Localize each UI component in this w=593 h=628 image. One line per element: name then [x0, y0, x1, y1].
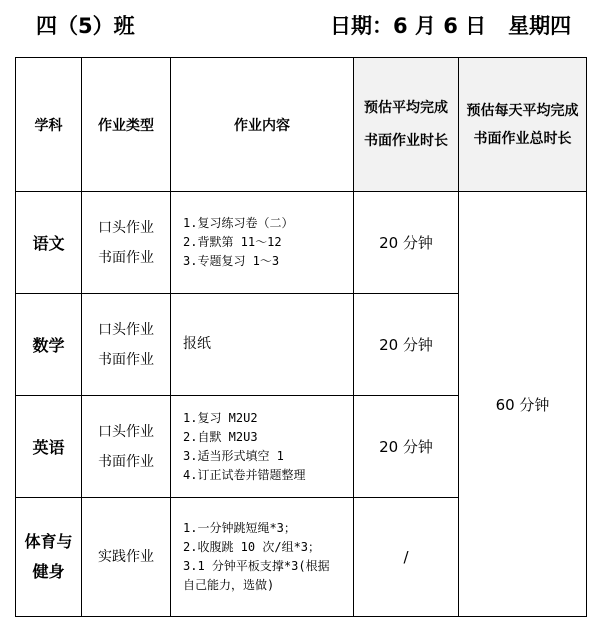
content-item: 1.复习练习卷（二） — [183, 216, 294, 230]
date-line — [330, 10, 571, 40]
content-item: 1.复习 M2U2 — [183, 410, 258, 425]
type-cell — [82, 294, 171, 396]
content-item: 报纸 — [183, 336, 211, 352]
content-item: 自己能力，选做) — [183, 578, 275, 592]
duration-cell: / — [354, 498, 459, 617]
table-header-row — [16, 58, 587, 192]
type-cell — [82, 396, 171, 498]
homework-table — [15, 57, 587, 617]
content-item: 1.一分钟跳短绳*3； — [183, 521, 296, 535]
content-item: 3.1 分钟平板支撑*3(根据 — [183, 559, 330, 573]
content-cell — [171, 498, 354, 617]
subject-cell: 数学 — [16, 294, 82, 396]
type-item: 口头作业 — [98, 219, 154, 236]
type-item: 书面作业 — [98, 249, 154, 266]
class-title: 四（5）班 — [36, 14, 135, 38]
date-label: 日期：6 月 6 日 — [330, 14, 487, 38]
content-cell — [171, 396, 354, 498]
content-item: 4.订正试卷并错题整理 — [183, 467, 306, 482]
type-item: 口头作业 — [98, 321, 154, 338]
content-cell — [171, 192, 354, 294]
subject-cell: 语文 — [16, 192, 82, 294]
header-total-duration — [459, 58, 587, 192]
duration-cell: 20 分钟 — [354, 396, 459, 498]
type-item: 书面作业 — [98, 453, 154, 470]
type-item: 书面作业 — [98, 351, 154, 368]
content-cell — [171, 294, 354, 396]
subject-line: 健身 — [32, 562, 65, 581]
total-duration-cell: 60 分钟 — [459, 192, 587, 617]
content-item: 2.收腹跳 10 次/组*3； — [183, 540, 321, 554]
subject-line: 体育与 — [24, 532, 73, 551]
type-item: 口头作业 — [98, 423, 154, 440]
content-item: 3.适当形式填空 1 — [183, 448, 284, 463]
subject-cell: 英语 — [16, 396, 82, 498]
content-item: 2.自默 M2U3 — [183, 429, 258, 444]
table-row — [16, 192, 587, 294]
duration-cell: 20 分钟 — [354, 294, 459, 396]
header-duration — [354, 58, 459, 192]
weekday-label: 星期四 — [508, 14, 572, 38]
content-item: 2.背默第 11～12 — [183, 235, 282, 249]
header-content: 作业内容 — [171, 58, 354, 192]
header-total-duration-text: 预估每天平均完成书面作业总时长 — [466, 102, 579, 147]
content-item: 3.专题复习 1～3 — [183, 254, 280, 268]
type-item: 实践作业 — [98, 549, 154, 565]
duration-cell: 20 分钟 — [354, 192, 459, 294]
header-type: 作业类型 — [82, 58, 171, 192]
subject-cell — [16, 498, 82, 617]
type-cell — [82, 498, 171, 617]
header-subject: 学科 — [16, 58, 82, 192]
header-duration-text: 预估平均完成书面作业时长 — [364, 99, 448, 149]
type-cell — [82, 192, 171, 294]
